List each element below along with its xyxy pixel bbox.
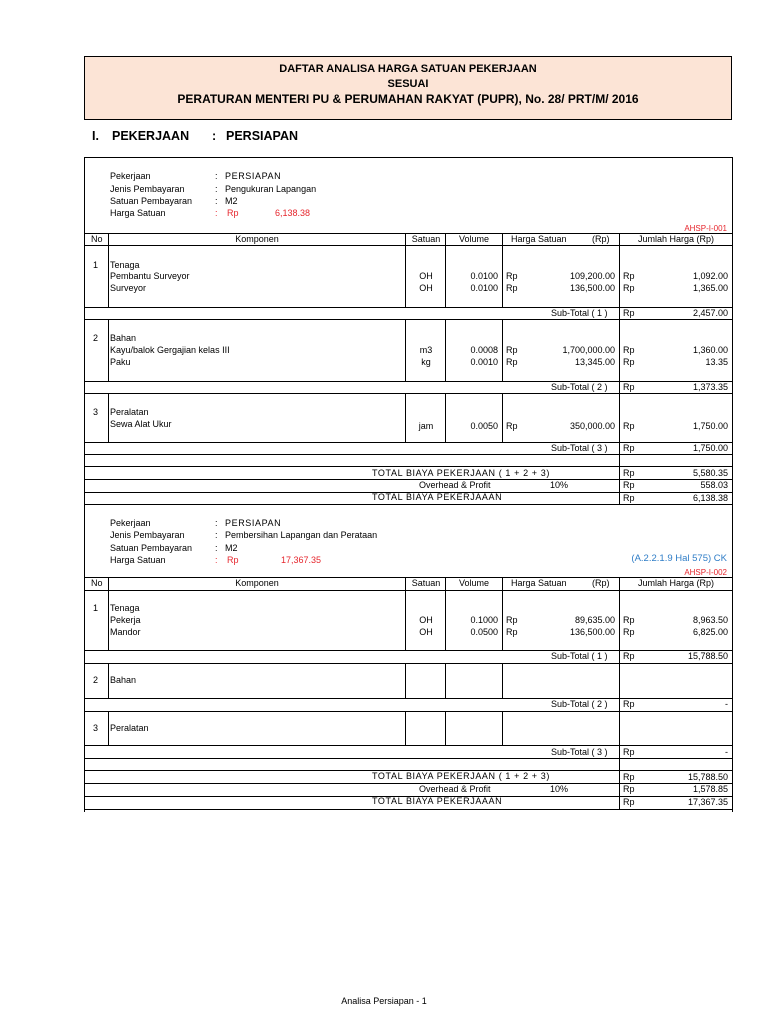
label-jenis: Jenis Pembayaran: [110, 184, 185, 194]
item-name: Sewa Alat Ukur: [110, 419, 172, 429]
item-total: 1,365.00: [692, 283, 728, 293]
item-volume: 0.0050: [470, 421, 498, 431]
group-no: 3: [93, 407, 99, 417]
harga-rp: Rp: [227, 555, 239, 565]
item-unit: OH: [419, 627, 433, 637]
value-jenis: Pengukuran Lapangan: [225, 184, 317, 194]
subtotal-label: Sub-Total ( 1 ): [551, 308, 608, 318]
col-jumlah: Jumlah Harga (Rp): [637, 234, 715, 244]
label-jenis: Jenis Pembayaran: [110, 530, 185, 540]
section-value: PERSIAPAN: [226, 129, 299, 143]
item-price: 136,500.00: [569, 627, 615, 637]
item-volume: 0.1000: [470, 615, 498, 625]
label-satuan: Satuan Pembayaran: [110, 196, 193, 206]
subtotal-label: Sub-Total ( 3 ): [551, 747, 608, 757]
value-pekerjaan: PERSIAPAN: [225, 518, 282, 528]
section-number: I.: [92, 129, 99, 143]
item-unit: jam: [418, 421, 434, 431]
grand-total-label: TOTAL BIAYA PEKERJAAAN: [372, 796, 503, 806]
item-name: Surveyor: [110, 283, 147, 293]
subtotal-value: 1,750.00: [692, 443, 728, 453]
item-total: 1,360.00: [692, 345, 728, 355]
item-unit: m3: [419, 345, 433, 355]
colon: :: [215, 555, 218, 565]
subtotal-rp: Rp: [623, 651, 635, 661]
col-volume: Volume: [458, 234, 490, 244]
item-unit: OH: [419, 283, 433, 293]
item-unit: OH: [419, 615, 433, 625]
item-name: Mandor: [110, 627, 141, 637]
group-name: Bahan: [110, 333, 137, 343]
reference-note: (A.2.2.1.9 Hal 575) CK: [631, 553, 727, 564]
analysis-block-2: [84, 506, 733, 812]
subtotal-value: -: [725, 747, 728, 757]
col-satuan: Satuan: [411, 578, 441, 588]
subtotal-rp: Rp: [623, 308, 635, 318]
col-harga: Harga Satuan: [511, 578, 567, 588]
section-label: PEKERJAAN: [112, 129, 190, 143]
group-no: 1: [93, 260, 99, 270]
grand-total-label: TOTAL BIAYA PEKERJAAAN: [372, 492, 503, 502]
subtotal-rp: Rp: [623, 382, 635, 392]
item-unit: kg: [421, 357, 431, 367]
subtotal-value: 15,788.50: [687, 651, 728, 661]
item-rp: Rp: [506, 345, 518, 355]
item-total: 6,825.00: [692, 627, 728, 637]
col-no: No: [91, 578, 103, 588]
item-total-rp: Rp: [623, 283, 635, 293]
item-rp: Rp: [506, 615, 518, 625]
item-rp: Rp: [506, 283, 518, 293]
group-name: Tenaga: [110, 260, 140, 270]
item-name: Pembantu Surveyor: [110, 271, 190, 281]
total-123-label: TOTAL BIAYA PEKERJAAN ( 1 + 2 + 3): [372, 771, 550, 781]
value-harga: 17,367.35: [281, 555, 322, 565]
group-no: 3: [93, 723, 99, 733]
group-name: Peralatan: [110, 407, 149, 417]
value-jenis: Pembersihan Lapangan dan Perataan: [225, 530, 378, 540]
grand-total-rp: Rp: [623, 493, 635, 503]
colon: :: [215, 518, 218, 528]
ahsp-code: AHSP-I-001: [684, 224, 727, 233]
overhead-rp: Rp: [623, 784, 635, 794]
subtotal-label: Sub-Total ( 3 ): [551, 443, 608, 453]
item-volume: 0.0500: [470, 627, 498, 637]
item-total: 13.35: [705, 357, 728, 367]
subtotal-value: -: [725, 699, 728, 709]
subtotal-value: 2,457.00: [692, 308, 728, 318]
item-volume: 0.0100: [470, 271, 498, 281]
label-harga: Harga Satuan: [110, 208, 166, 218]
col-harga-rp: (Rp): [592, 234, 610, 244]
total-rp: Rp: [623, 468, 635, 478]
grand-total-value: 17,367.35: [687, 797, 728, 807]
label-harga: Harga Satuan: [110, 555, 166, 565]
group-no: 2: [93, 675, 99, 685]
item-total-rp: Rp: [623, 615, 635, 625]
subtotal-label: Sub-Total ( 2 ): [551, 699, 608, 709]
item-total: 1,750.00: [692, 421, 728, 431]
overhead-percent: 10%: [550, 784, 569, 794]
group-no: 1: [93, 603, 99, 613]
item-rp: Rp: [506, 357, 518, 367]
label-pekerjaan: Pekerjaan: [110, 171, 151, 181]
subtotal-rp: Rp: [623, 699, 635, 709]
item-price: 136,500.00: [569, 283, 615, 293]
colon: :: [215, 208, 218, 218]
group-name: Tenaga: [110, 603, 140, 613]
col-jumlah: Jumlah Harga (Rp): [637, 578, 715, 588]
item-total-rp: Rp: [623, 271, 635, 281]
col-satuan: Satuan: [411, 234, 441, 244]
group-name: Bahan: [110, 675, 137, 685]
total-123-value: 15,788.50: [687, 772, 728, 782]
item-name: Paku: [110, 357, 131, 367]
overhead-label: Overhead & Profit: [419, 480, 491, 490]
item-total-rp: Rp: [623, 421, 635, 431]
value-satuan: M2: [225, 543, 238, 553]
item-total: 8,963.50: [692, 615, 728, 625]
overhead-value: 558.03: [700, 480, 728, 490]
header-subtitle: SESUAI: [387, 78, 429, 90]
col-harga-rp: (Rp): [592, 578, 610, 588]
document-header: [84, 56, 732, 120]
col-harga: Harga Satuan: [511, 234, 567, 244]
item-price: 109,200.00: [569, 271, 615, 281]
overhead-percent: 10%: [550, 480, 569, 490]
grand-total-rp: Rp: [623, 797, 635, 807]
colon: :: [215, 184, 218, 194]
grand-total-value: 6,138.38: [692, 493, 728, 503]
harga-rp: Rp: [227, 208, 239, 218]
col-komponen: Komponen: [235, 234, 279, 244]
header-regulation: PERATURAN MENTERI PU & PERUMAHAN RAKYAT (PUPR), No. 28/ PRT/M/ 2016: [177, 92, 639, 106]
total-123-label: TOTAL BIAYA PEKERJAAN ( 1 + 2 + 3): [372, 468, 550, 478]
subtotal-rp: Rp: [623, 747, 635, 757]
label-pekerjaan: Pekerjaan: [110, 518, 151, 528]
item-price: 1,700,000.00: [562, 345, 615, 355]
item-rp: Rp: [506, 421, 518, 431]
header-title: DAFTAR ANALISA HARGA SATUAN PEKERJAAN: [279, 63, 537, 75]
subtotal-label: Sub-Total ( 2 ): [551, 382, 608, 392]
item-rp: Rp: [506, 271, 518, 281]
total-123-value: 5,580.35: [692, 468, 728, 478]
ahsp-code: AHSP-I-002: [684, 568, 727, 577]
item-rp: Rp: [506, 627, 518, 637]
colon: :: [215, 530, 218, 540]
analysis-block-1: [84, 157, 733, 506]
col-no: No: [91, 234, 103, 244]
overhead-label: Overhead & Profit: [419, 784, 491, 794]
item-total-rp: Rp: [623, 357, 635, 367]
total-rp: Rp: [623, 772, 635, 782]
subtotal-label: Sub-Total ( 1 ): [551, 651, 608, 661]
group-no: 2: [93, 333, 99, 343]
item-total: 1,092.00: [692, 271, 728, 281]
value-satuan: M2: [225, 196, 238, 206]
colon: :: [215, 171, 218, 181]
label-satuan: Satuan Pembayaran: [110, 543, 193, 553]
item-volume: 0.0010: [470, 357, 498, 367]
value-harga: 6,138.38: [275, 208, 311, 218]
item-volume: 0.0008: [470, 345, 498, 355]
overhead-value: 1,578.85: [692, 784, 728, 794]
col-volume: Volume: [458, 578, 490, 588]
item-volume: 0.0100: [470, 283, 498, 293]
colon: :: [215, 543, 218, 553]
item-price: 13,345.00: [574, 357, 615, 367]
subtotal-value: 1,373.35: [692, 382, 728, 392]
overhead-rp: Rp: [623, 480, 635, 490]
subtotal-rp: Rp: [623, 443, 635, 453]
group-name: Peralatan: [110, 723, 149, 733]
colon: :: [215, 196, 218, 206]
item-total-rp: Rp: [623, 627, 635, 637]
item-name: Pekerja: [110, 615, 141, 625]
item-unit: OH: [419, 271, 433, 281]
value-pekerjaan: PERSIAPAN: [225, 171, 282, 181]
section-colon: :: [212, 129, 217, 143]
item-price: 350,000.00: [569, 421, 615, 431]
item-price: 89,635.00: [574, 615, 615, 625]
item-total-rp: Rp: [623, 345, 635, 355]
col-komponen: Komponen: [235, 578, 279, 588]
page-footer: Analisa Persiapan - 1: [341, 996, 427, 1006]
item-name: Kayu/balok Gergajian kelas III: [110, 345, 230, 355]
